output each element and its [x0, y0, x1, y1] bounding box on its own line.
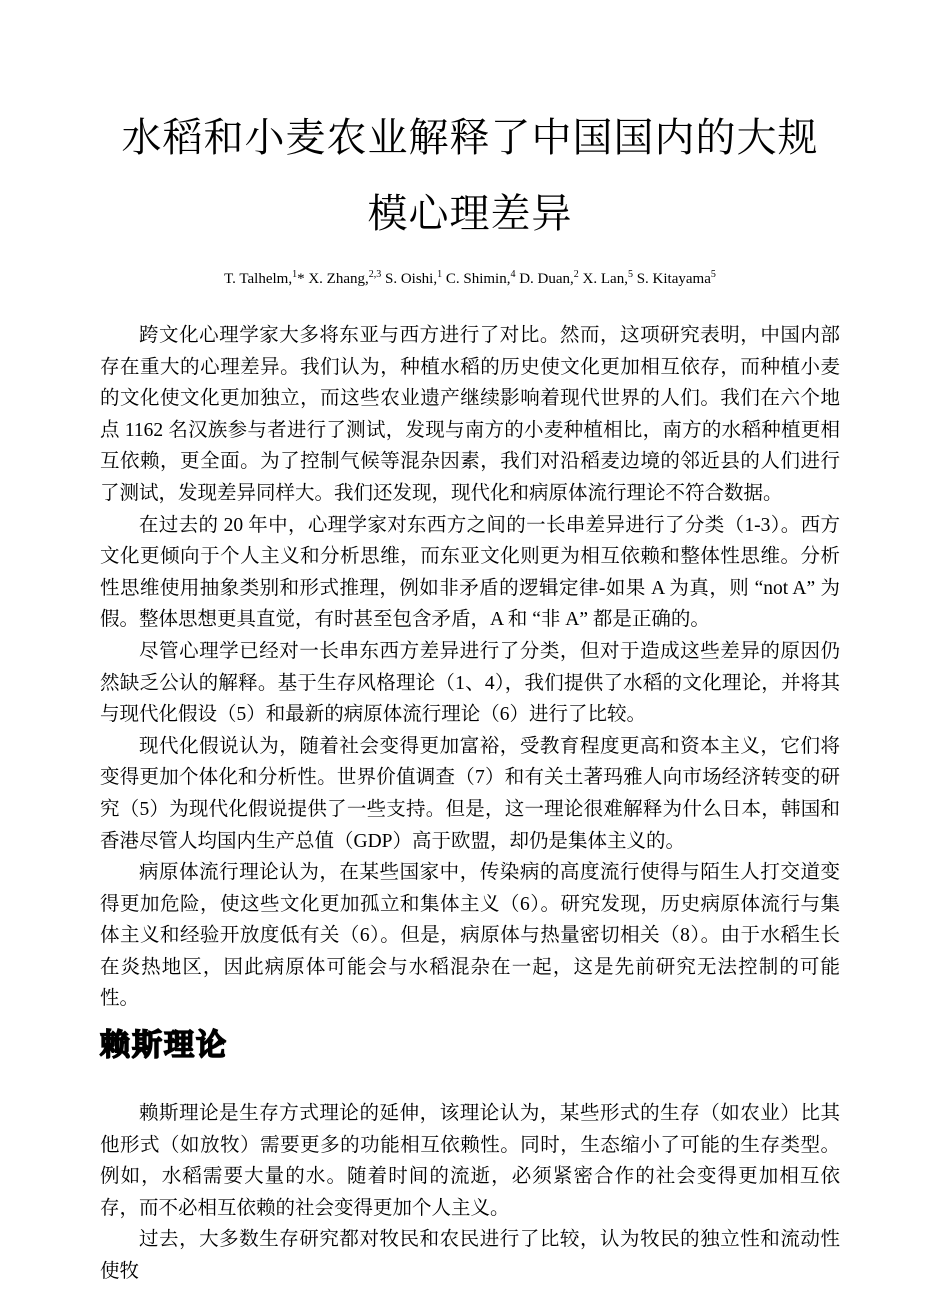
- author-affiliation-superscript: 5: [710, 269, 716, 280]
- section-heading-rice-theory: 赖斯理论: [100, 1029, 228, 1063]
- paragraph: 在过去的 20 年中，心理学家对东西方之间的一长串差异进行了分类（1-3）。西方文化更倾向于个人主义和分析思维，而东亚文化则更为相互依赖和整体性思维。分析性思维使用抽象类别和形式推理，例如非矛盾的逻辑定律-如果 A 为真，则 “not A” 为假。整体思想更具直觉，有时甚至包含矛盾，A 和 “非 A” 都是正确的。: [100, 514, 840, 631]
- author-name: T. Talhelm,: [224, 271, 293, 287]
- authors-line: [100, 268, 840, 290]
- author-name: S. Oishi,: [381, 271, 438, 287]
- author-name: X. Lan,: [578, 271, 628, 287]
- author-affiliation-superscript: 2: [573, 269, 579, 280]
- author-name: C. Shimin,: [442, 271, 511, 287]
- paragraph: 赖斯理论是生存方式理论的延伸，该理论认为，某些形式的生存（如农业）比其他形式（如放牧）需要更多的功能相互依赖性。同时，生态缩小了可能的生存类型。例如，水稻需要大量的水。随着时间的流逝，必须紧密合作的社会变得更加相互依存，而不必相互依赖的社会变得更加个人主义。: [100, 1103, 840, 1219]
- author-affiliation-superscript: 5: [627, 269, 633, 280]
- author-affiliation-superscript: 1: [437, 269, 443, 280]
- author-name: S. Kitayama: [632, 271, 711, 287]
- author-name: D. Duan,: [515, 271, 574, 287]
- paragraph: 现代化假说认为，随着社会变得更加富裕，受教育程度更高和资本主义，它们将变得更加个体化和分析性。世界价值调查（7）和有关土著玛雅人向市场经济转变的研究（5）为现代化假说提供了一些支持。但是，这一理论很难解释为什么日本，韩国和香港尽管人均国内生产总值（GDP）高于欧盟，却仍是集体主义的。: [100, 735, 840, 852]
- author-name: * X. Zhang,: [297, 271, 369, 287]
- paragraph: 过去，大多数生存研究都对牧民和农民进行了比较，认为牧民的独立性和流动性使牧: [100, 1229, 840, 1283]
- page-title: 水稻和小麦农业解释了中国国内的大规模心理差异: [121, 116, 819, 236]
- paragraph: 病原体流行理论认为，在某些国家中，传染病的高度流行使得与陌生人打交道变得更加危险，使这些文化更加孤立和集体主义（6）。研究发现，历史病原体流行与集体主义和经验开放度低有关（6）。但是，病原体与热量密切相关（8）。由于水稻生长在炎热地区，因此病原体可能会与水稻混杂在一起，这是先前研究无法控制的可能性。: [100, 862, 840, 1010]
- paragraph: 跨文化心理学家大多将东亚与西方进行了对比。然而，这项研究表明，中国内部存在重大的心理差异。我们认为，种植水稻的历史使文化更加相互依存，而种植小麦的文化使文化更加独立，而这些农业遗产继续影响着现代世界的人们。我们在六个地点 1162 名汉族参与者进行了测试，发现与南方的小麦种植相比，南方的水稻种植更相互依赖，更全面。为了控制气候等混杂因素，我们对沿稻麦边境的邻近县的人们进行了测试，发现差异同样大。我们还发现，现代化和病原体流行理论不符合数据。: [100, 325, 840, 504]
- abstract-and-intro-paragraphs: [100, 320, 840, 1015]
- section-body-paragraphs: [100, 1098, 840, 1288]
- author-affiliation-superscript: 2,3: [368, 269, 382, 280]
- author-affiliation-superscript: 1: [292, 269, 298, 280]
- author-affiliation-superscript: 4: [510, 269, 516, 280]
- paragraph: 尽管心理学已经对一长串东西方差异进行了分类，但对于造成这些差异的原因仍然缺乏公认的解释。基于生存风格理论（1、4），我们提供了水稻的文化理论，并将其与现代化假设（5）和最新的病原体流行理论（6）进行了比较。: [100, 640, 840, 726]
